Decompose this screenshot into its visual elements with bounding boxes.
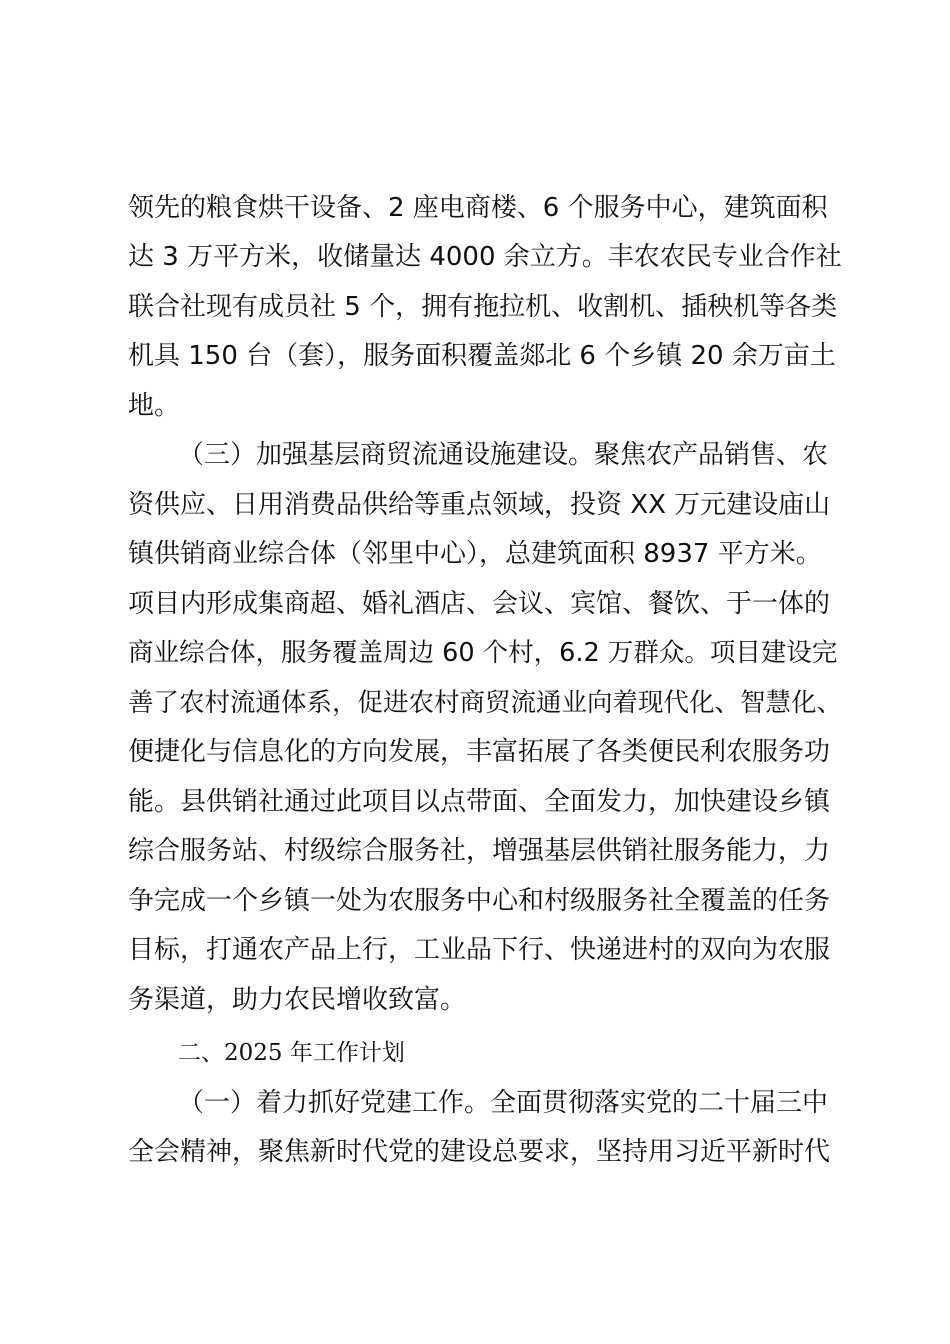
text-line: 项目内形成集商超、婚礼酒店、会议、宾馆、餐饮、于一体的	[128, 589, 831, 619]
text-line: 善了农村流通体系，促进农村商贸流通业向着现代化、智慧化、	[128, 688, 843, 718]
text-line: 镇供销商业综合体（邻里中心），总建筑面积 8937 平方米。	[128, 539, 822, 569]
text-line: 全会精神，聚焦新时代党的建设总要求，坚持用习近平新时代	[128, 1137, 831, 1167]
text-line: 商业综合体，服务覆盖周边 60 个村，6.2 万群众。项目建设完	[128, 638, 838, 668]
text-line: 联合社现有成员社 5 个，拥有拖拉机、收割机、插秧机等各类	[128, 292, 838, 322]
text-line: 便捷化与信息化的方向发展，丰富拓展了各类便民利农服务功	[128, 737, 831, 767]
text-line: 机具 150 台（套），服务面积覆盖郯北 6 个乡镇 20 余万亩土	[128, 341, 836, 371]
text-line: 务渠道，助力农民增收致富。	[128, 985, 467, 1015]
text-line: 能。县供销社通过此项目以点带面、全面发力，加快建设乡镇	[128, 787, 831, 817]
text-line: 目标，打通农产品上行，工业品下行、快递进村的双向为农服	[128, 935, 831, 965]
text-line: 争完成一个乡镇一处为农服务中心和村级服务社全覆盖的任务	[128, 886, 831, 916]
text-line: 资供应、日用消费品供给等重点领域，投资 XX 万元建设庙山	[128, 490, 831, 520]
section-heading-3: （三）加强基层商贸流通设施建设。聚焦农产品销售、农	[178, 440, 829, 470]
subsection-heading-1: （一）着力抓好党建工作。全面贯彻落实党的二十届三中	[178, 1088, 829, 1118]
text-line: 地。	[128, 391, 181, 421]
text-line: 达 3 万平方米，收储量达 4000 余立方。丰农农民专业合作社	[128, 242, 842, 272]
text-line: 综合服务站、村级综合服务社，增强基层供销社服务能力，力	[128, 836, 831, 866]
section-heading-2025-plan: 二、2025 年工作计划	[178, 1040, 405, 1066]
text-line: 领先的粮食烘干设备、2 座电商楼、6 个服务中心，建筑面积	[128, 193, 828, 223]
